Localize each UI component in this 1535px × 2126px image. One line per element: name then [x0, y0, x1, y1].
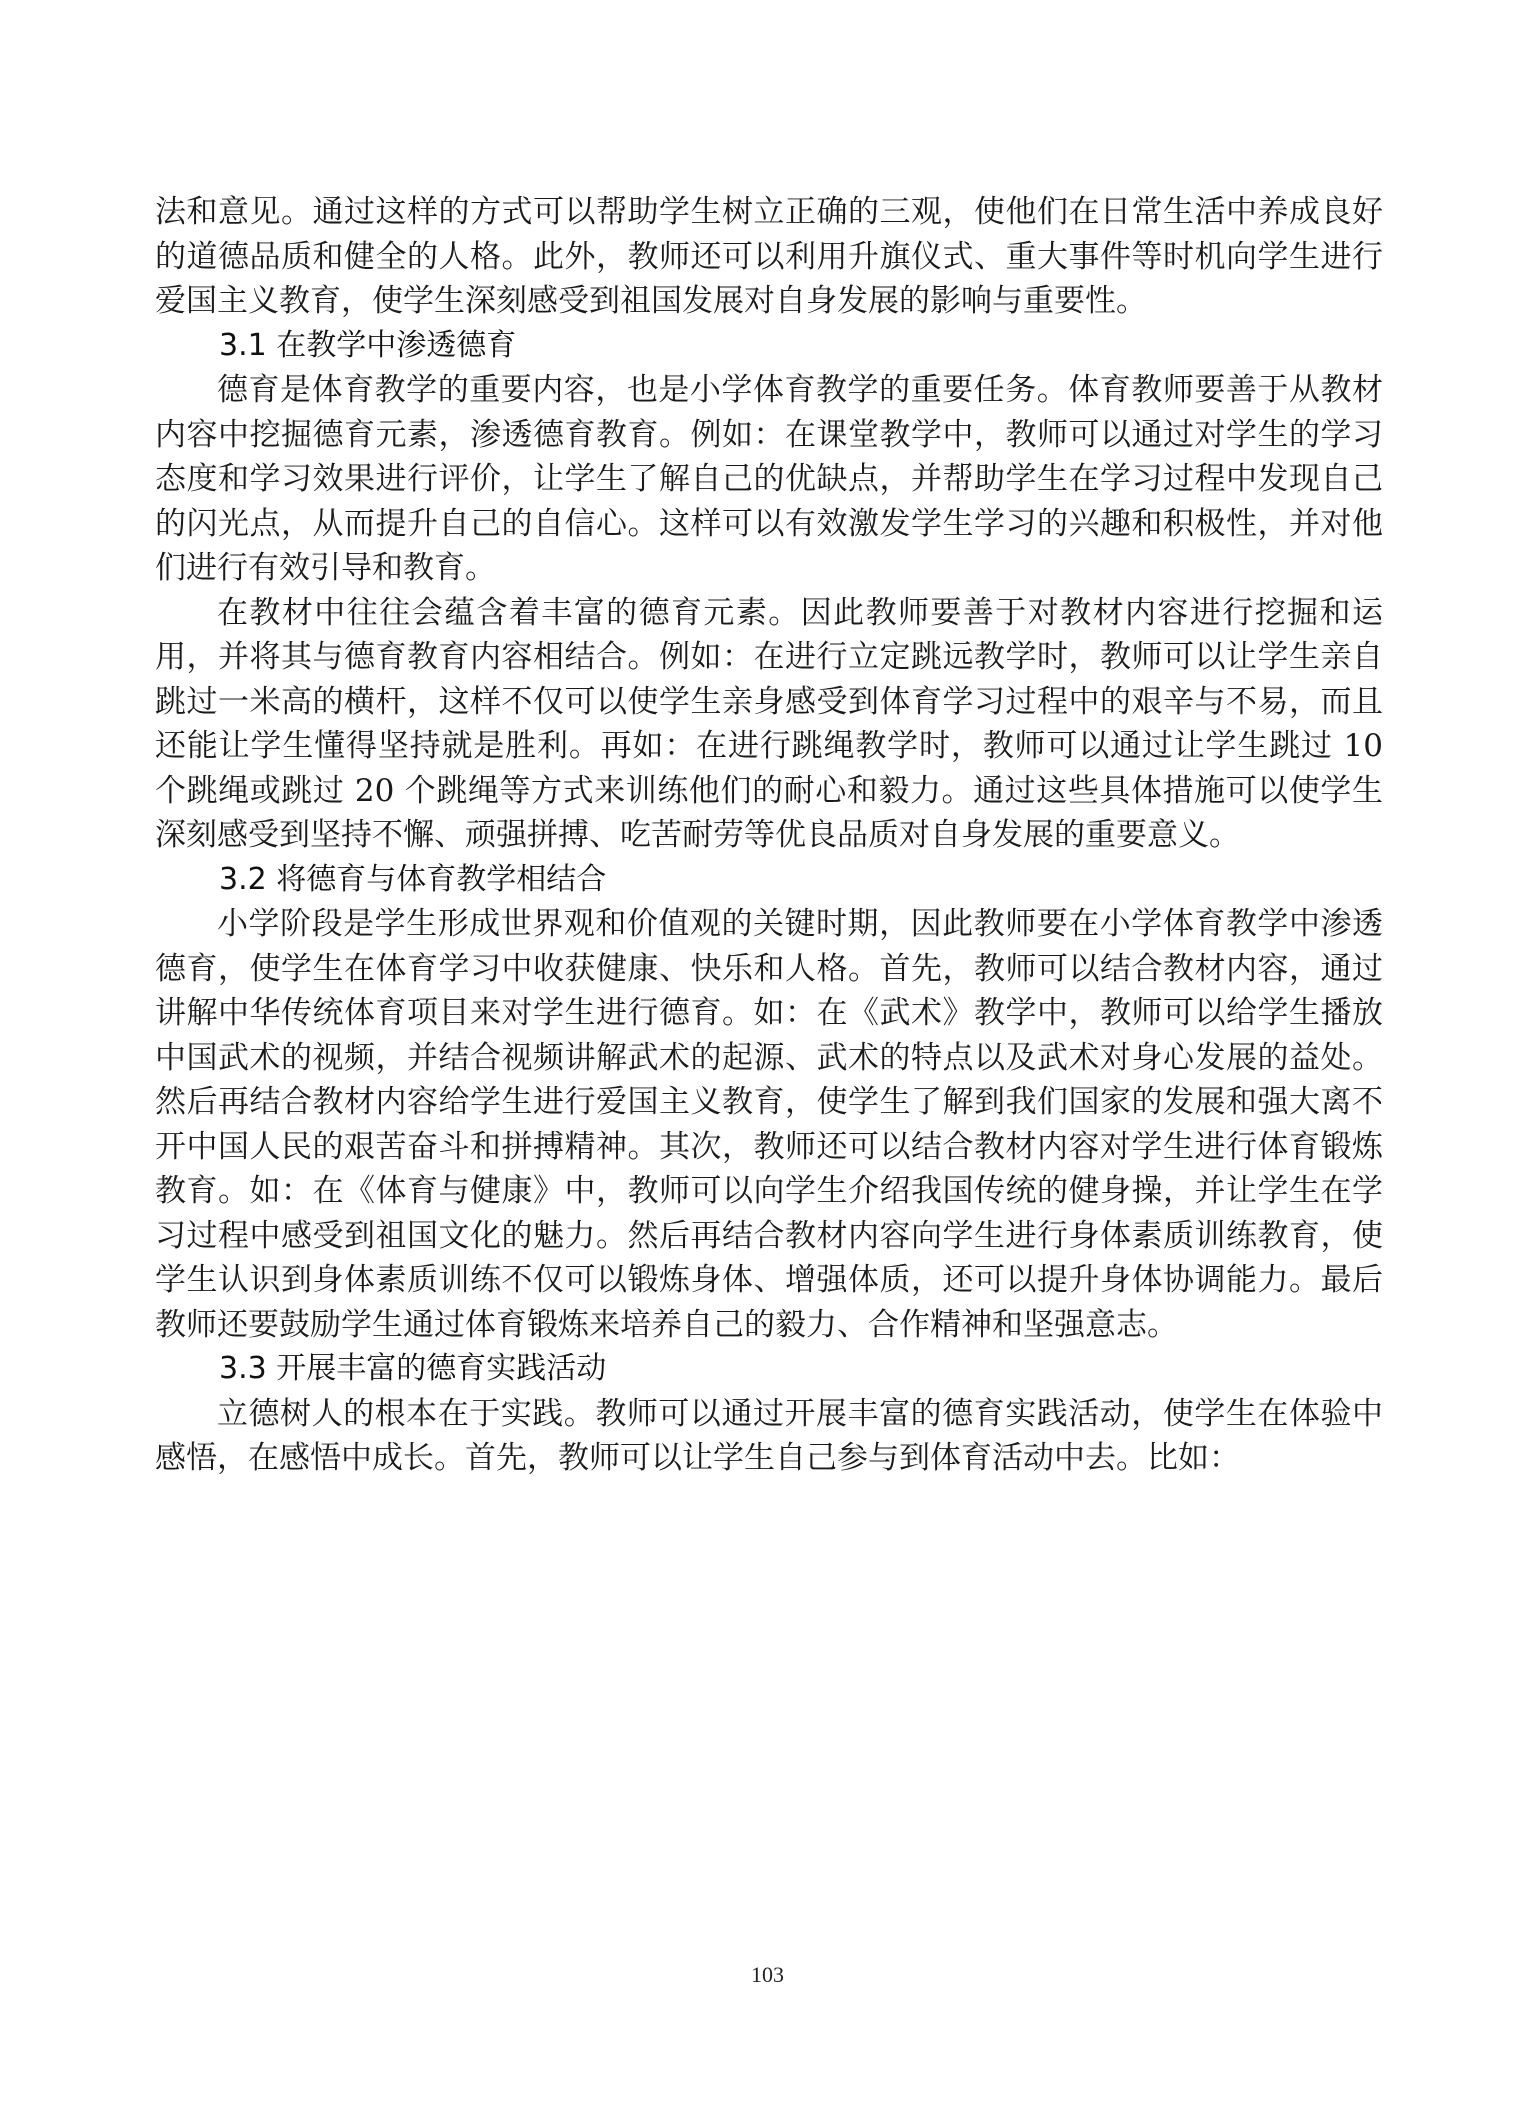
- section-heading-3-2: 3.2 将德育与体育教学相结合: [219, 861, 607, 897]
- paragraph: 小学阶段是学生形成世界观和价值观的关键时期，因此教师要在小学体育教学中渗透德育，使学生在体育学习中收获健康、快乐和人格。首先，教师可以结合教材内容，通过讲解中华传统体育项目来对学生进行德育。如：在《武术》教学中，教师可以给学生播放中国武术的视频，并结合视频讲解武术的起源、武术的特点以及武术对身心发展的益处。然后再结合教材内容给学生进行爱国主义教育，使学生了解到我们国家的发展和强大离不开中国人民的艰苦奋斗和拼搏精神。其次，教师还可以结合教材内容对学生进行体育锻炼教育。如：在《体育与健康》中，教师可以向学生介绍我国传统的健身操，并让学生在学习过程中感受到祖国文化的魅力。然后再结合教材内容向学生进行身体素质训练教育，使学生认识到身体素质训练不仅可以锻炼身体、增强体质，还可以提升身体协调能力。最后教师还要鼓励学生通过体育锻炼来培养自己的毅力、合作精神和坚强意志。: [155, 906, 1383, 1343]
- paragraph: 立德树人的根本在于实践。教师可以通过开展丰富的德育实践活动，使学生在体验中感悟，在感悟中成长。首先，教师可以让学生自己参与到体育活动中去。比如：: [155, 1395, 1383, 1476]
- paragraph-continuation: 法和意见。通过这样的方式可以帮助学生树立正确的三观，使他们在日常生活中养成良好的道德品质和健全的人格。此外，教师还可以利用升旗仪式、重大事件等时机向学生进行爱国主义教育，使学生深刻感受到祖国发展对自身发展的影响与重要性。: [155, 194, 1383, 319]
- body-text: [155, 190, 1383, 1481]
- paragraph: 德育是体育教学的重要内容，也是小学体育教学的重要任务。体育教师要善于从教材内容中挖掘德育元素，渗透德育教育。例如：在课堂教学中，教师可以通过对学生的学习态度和学习效果进行评价，让学生了解自己的优缺点，并帮助学生在学习过程中发现自己的闪光点，从而提升自己的自信心。这样可以有效激发学生学习的兴趣和积极性，并对他们进行有效引导和教育。: [155, 372, 1383, 586]
- paragraph: 在教材中往往会蕴含着丰富的德育元素。因此教师要善于对教材内容进行挖掘和运用，并将其与德育教育内容相结合。例如：在进行立定跳远教学时，教师可以让学生亲自跳过一米高的横杆，这样不仅可以使学生亲身感受到体育学习过程中的艰辛与不易，而且还能让学生懂得坚持就是胜利。再如：在进行跳绳教学时，教师可以通过让学生跳过 10 个跳绳或跳过 20 个跳绳等方式来训练他们的耐心和毅力。通过这些具体措施可以使学生深刻感受到坚持不懈、顽强拼搏、吃苦耐劳等优良品质对自身发展的重要意义。: [155, 594, 1383, 853]
- page-number: 103: [751, 1962, 784, 1987]
- section-heading-3-1: 3.1 在教学中渗透德育: [219, 327, 517, 363]
- section-heading-3-3: 3.3 开展丰富的德育实践活动: [219, 1351, 607, 1386]
